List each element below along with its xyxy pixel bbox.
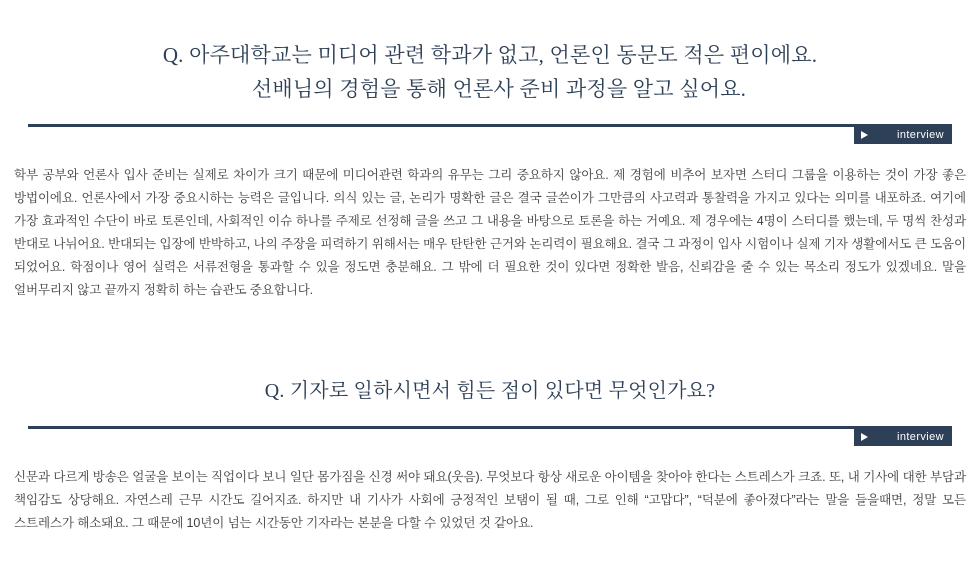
interview-tag-2 (854, 429, 952, 446)
play-triangle-icon (861, 433, 868, 441)
interview-tag-label-1: interview (896, 129, 944, 141)
question-2-line-1: Q. 기자로 일하시면서 힘든 점이 있다면 무엇인가요? (264, 380, 716, 402)
answer-2: 신문과 다르게 방송은 얼굴을 보이는 직업이다 보니 일단 몸가짐을 신경 써야 돼요(웃음). 무엇보다 항상 새로운 아이템을 찾아야 한다는 스트레스가 크죠. 또, 내 기사에 대한 부담과 책임감도 상당해요. 자연스레 근무 시간도 길어지죠. 하지만 내 기사가 사회에 긍정적인 보탬이 될 때, 그로 인해 “고맙다”, “덕분에 좋아졌다”라는 말을 들을때면, 정말 모든 스트레스가 해소돼요. 그 때문에 10년이 넘는 시간동안 기자라는 본분을 다할 수 있었던 것 같아요. (14, 470, 966, 530)
qa-block-2 (0, 374, 980, 548)
interview-tag-label-2: interview (896, 431, 944, 443)
qa-block-1 (0, 38, 980, 315)
question-1-line-1: Q. 아주대학교는 미디어 관련 학과가 없고, 언론인 동문도 적은 편이에요. (162, 43, 818, 67)
question-2 (14, 374, 966, 408)
question-1 (14, 38, 966, 106)
interview-tag-1 (854, 127, 952, 144)
answer-1: 학부 공부와 언론사 입사 준비는 실제로 차이가 크기 때문에 미디어관련 학과의 유무는 그리 중요하지 않아요. 제 경험에 비추어 보자면 스터디 그룹을 이용하는 것이 가장 좋은 방법이에요. 언론사에서 가장 중요시하는 능력은 글입니다. 의식 있는 글, 논리가 명확한 글은 결국 글쓴이가 그만큼의 사고력과 통찰력을 가지고 있다는 의미를 내포하죠. 여기에 가장 효과적인 수단이 바로 토론인데, 사회적인 이슈 하나를 주제로 선정해 글을 쓰고 그 내용을 바탕으로 토론을 하는 거예요. 제 경우에는 4명이 스터디를 했는데, 두 명씩 찬성과 반대로 나뉘어요. 반대되는 입장에 반박하고, 나의 주장을 피력하기 위해서는 매우 탄탄한 근거와 논리력이 필요해요. 결국 그 과정이 입사 시험이나 실제 기자 생활에서도 큰 도움이 되었어요. 학점이나 영어 실력은 서류전형을 통과할 수 있을 정도면 충분해요. 그 밖에 더 필요한 것이 있다면 정확한 발음, 신뢰감을 줄 수 있는 목소리 정도가 있겠네요. 말을 얼버무리지 않고 끝까지 정확히 하는 습관도 중요합니다. (14, 168, 966, 297)
divider-2 (14, 426, 966, 448)
divider-rule-1 (28, 124, 952, 127)
divider-rule-2 (28, 426, 952, 429)
divider-1 (14, 124, 966, 146)
question-1-line-2: 선배님의 경험을 통해 언론사 준비 과정을 알고 싶어요. (251, 77, 747, 101)
play-triangle-icon (861, 131, 868, 139)
